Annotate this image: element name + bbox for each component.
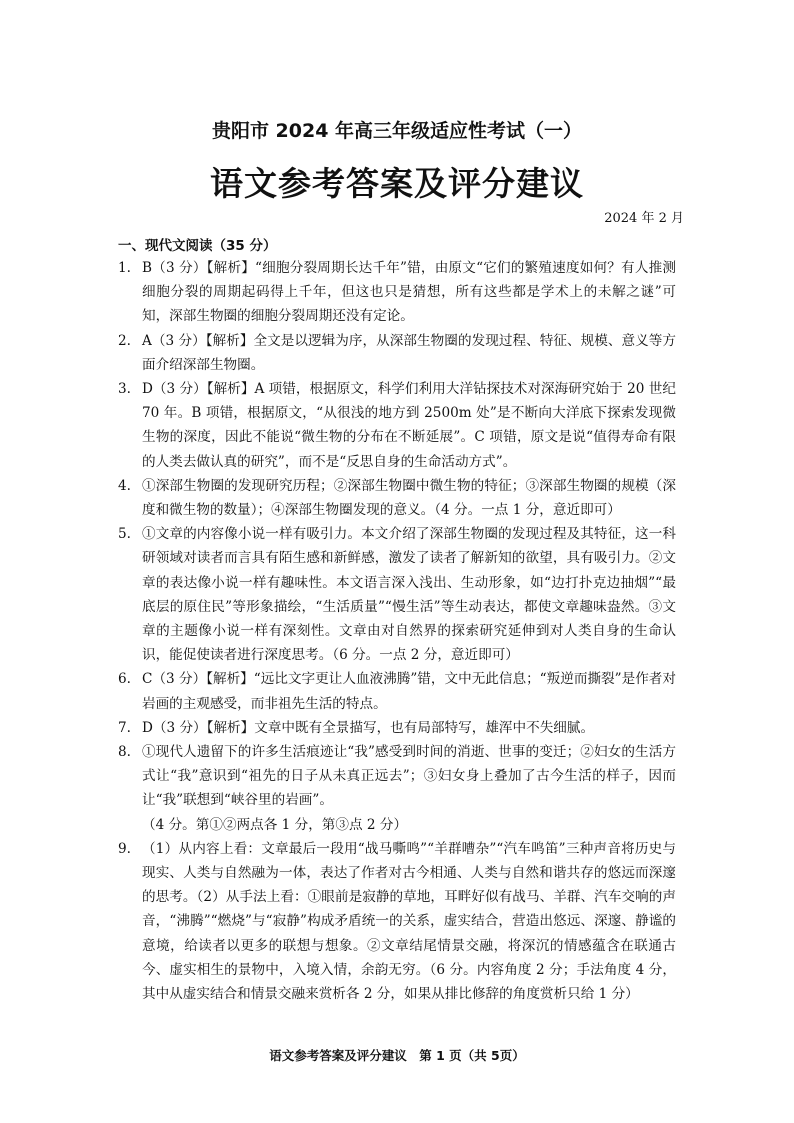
answer-item-3 bbox=[118, 377, 676, 474]
answer-8-scoring-note: （4 分。第①②两点各 1 分，第③点 2 分） bbox=[142, 816, 408, 833]
answer-number: 7. bbox=[118, 719, 131, 736]
answer-number: 4. bbox=[118, 477, 131, 494]
answer-text: ①文章的内容像小说一样有吸引力。本文介绍了深部生物圈的发现过程及其特征，这一科研领域对读者而言具有陌生感和新鲜感，激发了读者了解新知的欲望，具有吸引力。②文章的表达像小说一样有趣味性。本文语言深入浅出、生动形象，如“边打扑克边抽烟”“最底层的原住民”等形象描绘，“生活质量”“慢生活”等生动表达，都使文章趣味盎然。③文章的主题像小说一样有深刻性。文章由对自然界的探索研究延伸到对人类自身的生命认识，能促使读者进行深度思考。（6 分。一点 2 分，意近即可） bbox=[142, 526, 676, 664]
answer-item-8 bbox=[118, 740, 676, 813]
answer-item-5 bbox=[118, 522, 676, 667]
answer-number: 9. bbox=[118, 840, 131, 857]
answer-item-7 bbox=[118, 716, 676, 740]
answer-text: A（3 分）【解析】全文是以逻辑为序，从深部生物圈的发现过程、特征、规模、意义等方面介绍深部生物圈。 bbox=[142, 332, 676, 373]
answer-text: D（3 分）【解析】A 项错，根据原文，科学们利用大洋钻探技术对深海研究始于 20 世纪 70 年。B 项错，根据原文，“从很浅的地方到 2500m 处”是不断向大洋底下探索发现微生物的深度，因此不能说“微生物的分布在不断延展”。C 项错，原文是说“值得寿命有限的人类去做认真的研究”，而不是“反思自身的生命活动方式”。 bbox=[142, 381, 676, 470]
answer-item-1 bbox=[118, 256, 676, 329]
answer-text: D（3 分）【解析】文章中既有全景描写，也有局部特写，雄浑中不失细腻。 bbox=[142, 719, 595, 736]
answer-number: 6. bbox=[118, 671, 131, 688]
page-footer: 语文参考答案及评分建议 第 1 页（共 5页） bbox=[269, 1048, 525, 1063]
answer-item-4 bbox=[118, 474, 676, 522]
answer-item-9 bbox=[118, 837, 676, 1006]
answer-number: 2. bbox=[118, 332, 131, 349]
answer-item-2 bbox=[118, 329, 676, 377]
answer-text: B（3 分）【解析】“细胞分裂周期长达千年”错，由原文“它们的繁殖速度如何？有人推测细胞分裂的周期起码得上千年，但这也只是猜想，所有这些都是学术上的未解之谜”可知，深部生物圈的细胞分裂周期还没有定论。 bbox=[142, 260, 676, 325]
answer-text: C（3 分）【解析】“远比文字更让人血液沸腾”错，文中无此信息；“叛逆而撕裂”是作者对岩画的主观感受，而非祖先生活的特点。 bbox=[142, 671, 676, 712]
section-heading: 一、现代文阅读（35 分） bbox=[118, 238, 277, 254]
exam-title: 贵阳市 2024 年高三年级适应性考试（一） bbox=[211, 120, 583, 142]
answer-item-6 bbox=[118, 667, 676, 715]
answer-number: 3. bbox=[118, 381, 131, 398]
answer-text: ①深部生物圈的发现研究历程；②深部生物圈中微生物的特征；③深部生物圈的规模（深度和微生物的数量）；④深部生物圈发现的意义。（4 分。一点 1 分，意近即可） bbox=[142, 477, 676, 519]
answer-list bbox=[118, 256, 676, 1006]
document-title: 语文参考答案及评分建议 bbox=[210, 164, 584, 203]
answer-text: （1）从内容上看：文章最后一段用“战马嘶鸣”“羊群嘈杂”“汽车鸣笛”三种声音将历史与现实、人类与自然融为一体，表达了作者对古今相通、人类与自然和谐共存的悠远而深邃的思考。（2）从手法上看：①眼前是寂静的草地，耳畔好似有战马、羊群、汽车交响的声音，“沸腾”“燃烧”与“寂静”构成矛盾统一的关系，虚实结合，营造出悠远、深邃、静谧的意境，给读者以更多的联想与想象。②文章结尾情景交融，将深沉的情感蕴含在联通古今、虚实相生的景物中，入境入情，余韵无穷。（6 分。内容角度 2 分；手法角度 4 分，其中从虚实结合和情景交融来赏析各 2 分，如果从排比修辞的角度赏析只给 1 分） bbox=[142, 840, 676, 1003]
answer-number: 1. bbox=[118, 260, 131, 276]
answer-number: 8. bbox=[118, 744, 131, 761]
document-date: 2024 年 2 月 bbox=[604, 211, 684, 226]
answer-text: ①现代人遗留下的许多生活痕迹让“我”感受到时间的消逝、世事的变迁；②妇女的生活方式让“我”意识到“祖先的日子从未真正远去”；③妇女身上叠加了古今生活的样子，因而让“我”联想到“峡谷里的岩画”。 bbox=[142, 744, 676, 809]
answer-number: 5. bbox=[118, 526, 131, 543]
